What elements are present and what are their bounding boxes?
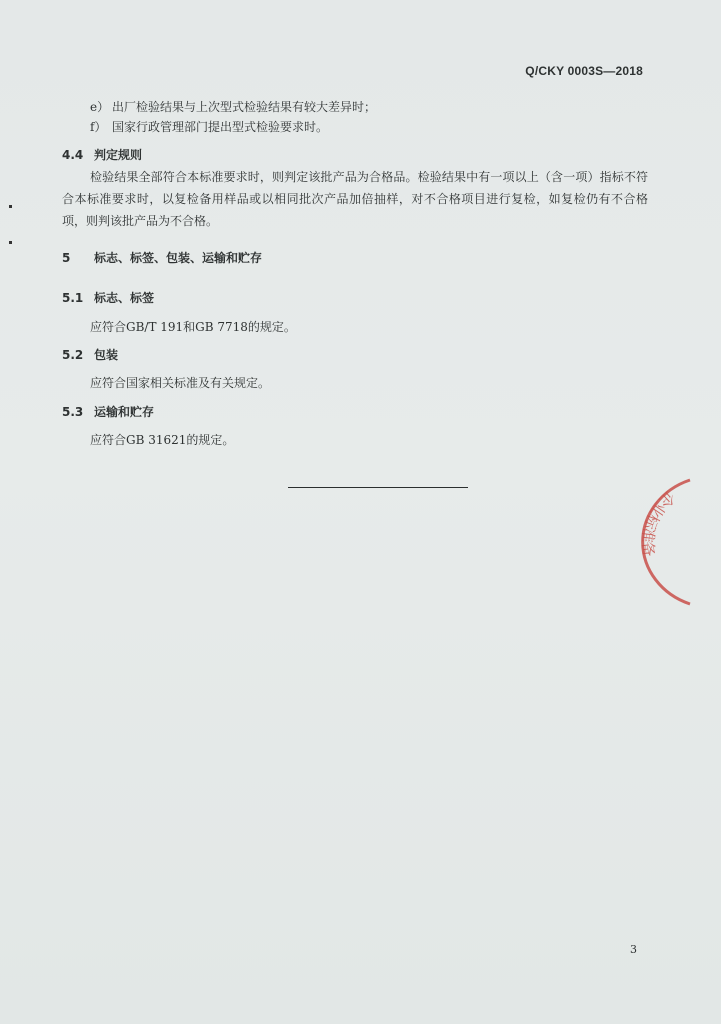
page-number: 3 — [630, 943, 637, 956]
section-title: 运输和贮存 — [94, 405, 155, 419]
heading-4-4 — [62, 146, 142, 163]
section-title: 判定规则 — [94, 148, 143, 162]
end-rule — [288, 487, 468, 488]
section-title: 标志、标签 — [94, 291, 155, 305]
section-number: 5.1 — [62, 291, 84, 305]
heading-5-3 — [62, 403, 154, 420]
list-item-text: 国家行政管理部门提出型式检验要求时。 — [112, 120, 329, 134]
paragraph-5-3: 应符合GB 31621的规定。 — [90, 433, 235, 447]
paragraph-5-2: 应符合国家相关标准及有关规定。 — [90, 376, 271, 390]
section-number: 5.2 — [62, 348, 84, 362]
punch-mark — [9, 205, 12, 208]
paragraph-5-1: 应符合GB/T 191和GB 7718的规定。 — [90, 320, 296, 334]
heading-5-2 — [62, 346, 118, 363]
seal-text: 企业标准备 — [638, 487, 679, 558]
section-title: 包装 — [94, 348, 119, 362]
section-title: 标志、标签、包装、运输和贮存 — [94, 251, 263, 265]
heading-5-1 — [62, 289, 154, 306]
list-item-label: f） — [90, 120, 107, 134]
section-number: 5.3 — [62, 405, 84, 419]
company-seal — [612, 474, 692, 610]
list-item-text: 出厂检验结果与上次型式检验结果有较大差异时； — [112, 100, 377, 114]
list-item-e — [90, 98, 376, 115]
punch-mark — [9, 241, 12, 244]
list-item-f — [90, 118, 328, 135]
section-number: 4.4 — [62, 148, 84, 162]
heading-5 — [62, 249, 262, 266]
list-item-label: e） — [90, 100, 110, 114]
section-number: 5 — [62, 251, 71, 265]
paragraph-4-4: 检验结果全部符合本标准要求时，则判定该批产品为合格品。检验结果中有一项以上（含一项）指标不符合本标准要求时，以复检备用样品或以相同批次产品加倍抽样，对不合格项目进行复检，如复检仍有不合格项，则判该批产品为不合格。 — [62, 170, 648, 228]
document-code: Q/CKY 0003S—2018 — [525, 64, 643, 78]
